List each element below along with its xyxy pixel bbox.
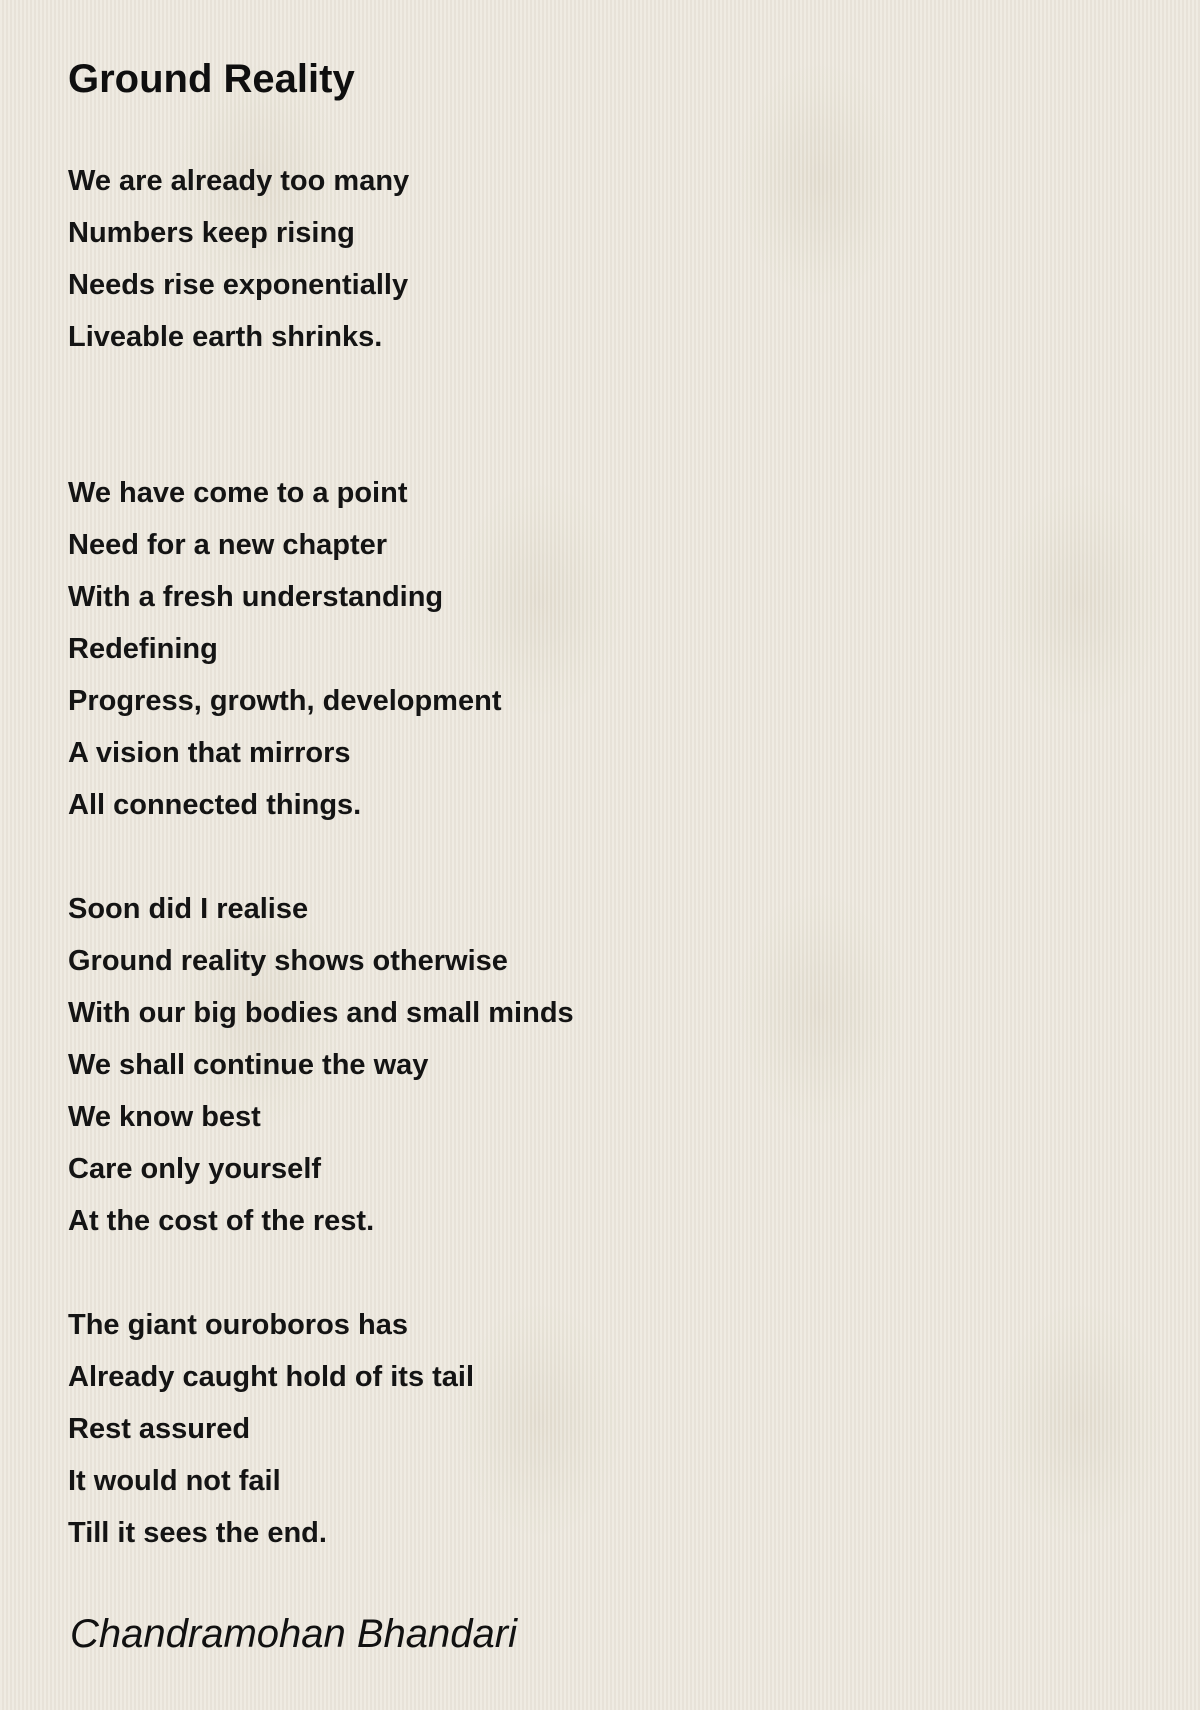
poem-line: All connected things. — [68, 789, 362, 821]
poem-line: With our big bodies and small minds — [68, 997, 574, 1029]
poem-line: It would not fail — [68, 1465, 281, 1497]
poem-line: Liveable earth shrinks. — [68, 321, 383, 353]
poem-line: Till it sees the end. — [68, 1517, 327, 1549]
poem-line: Care only yourself — [68, 1153, 322, 1185]
stanza-4 — [68, 1299, 1128, 1559]
poem-line: Needs rise exponentially — [68, 269, 409, 301]
poem-line: With a fresh understanding — [68, 581, 444, 613]
stanza-3 — [68, 883, 1128, 1247]
poem-title: Ground Reality — [68, 57, 355, 101]
poem-body — [68, 155, 1128, 1559]
poem-line: We know best — [68, 1101, 261, 1133]
poem-author: Chandramohan Bhandari — [70, 1612, 517, 1656]
stanza-1 — [68, 155, 1128, 363]
poem-line: Numbers keep rising — [68, 217, 355, 249]
poem-line: We have come to a point — [68, 477, 408, 509]
stanza-spacer — [68, 1247, 1128, 1299]
poem-page — [68, 48, 1128, 1559]
poem-line: The giant ouroboros has — [68, 1309, 408, 1341]
poem-line: Rest assured — [68, 1413, 251, 1445]
stanza-2 — [68, 467, 1128, 831]
stanza-spacer — [68, 363, 1128, 467]
poem-line: Ground reality shows otherwise — [68, 945, 508, 977]
poem-line: Progress, growth, development — [68, 685, 502, 717]
stanza-spacer — [68, 831, 1128, 883]
poem-line: Soon did I realise — [68, 893, 309, 925]
poem-line: We shall continue the way — [68, 1049, 429, 1081]
poem-line: Redefining — [68, 633, 218, 665]
poem-line: A vision that mirrors — [68, 737, 351, 769]
poem-line: At the cost of the rest. — [68, 1205, 375, 1237]
poem-line: We are already too many — [68, 165, 410, 197]
poem-line: Need for a new chapter — [68, 529, 388, 561]
poem-line: Already caught hold of its tail — [68, 1361, 475, 1393]
